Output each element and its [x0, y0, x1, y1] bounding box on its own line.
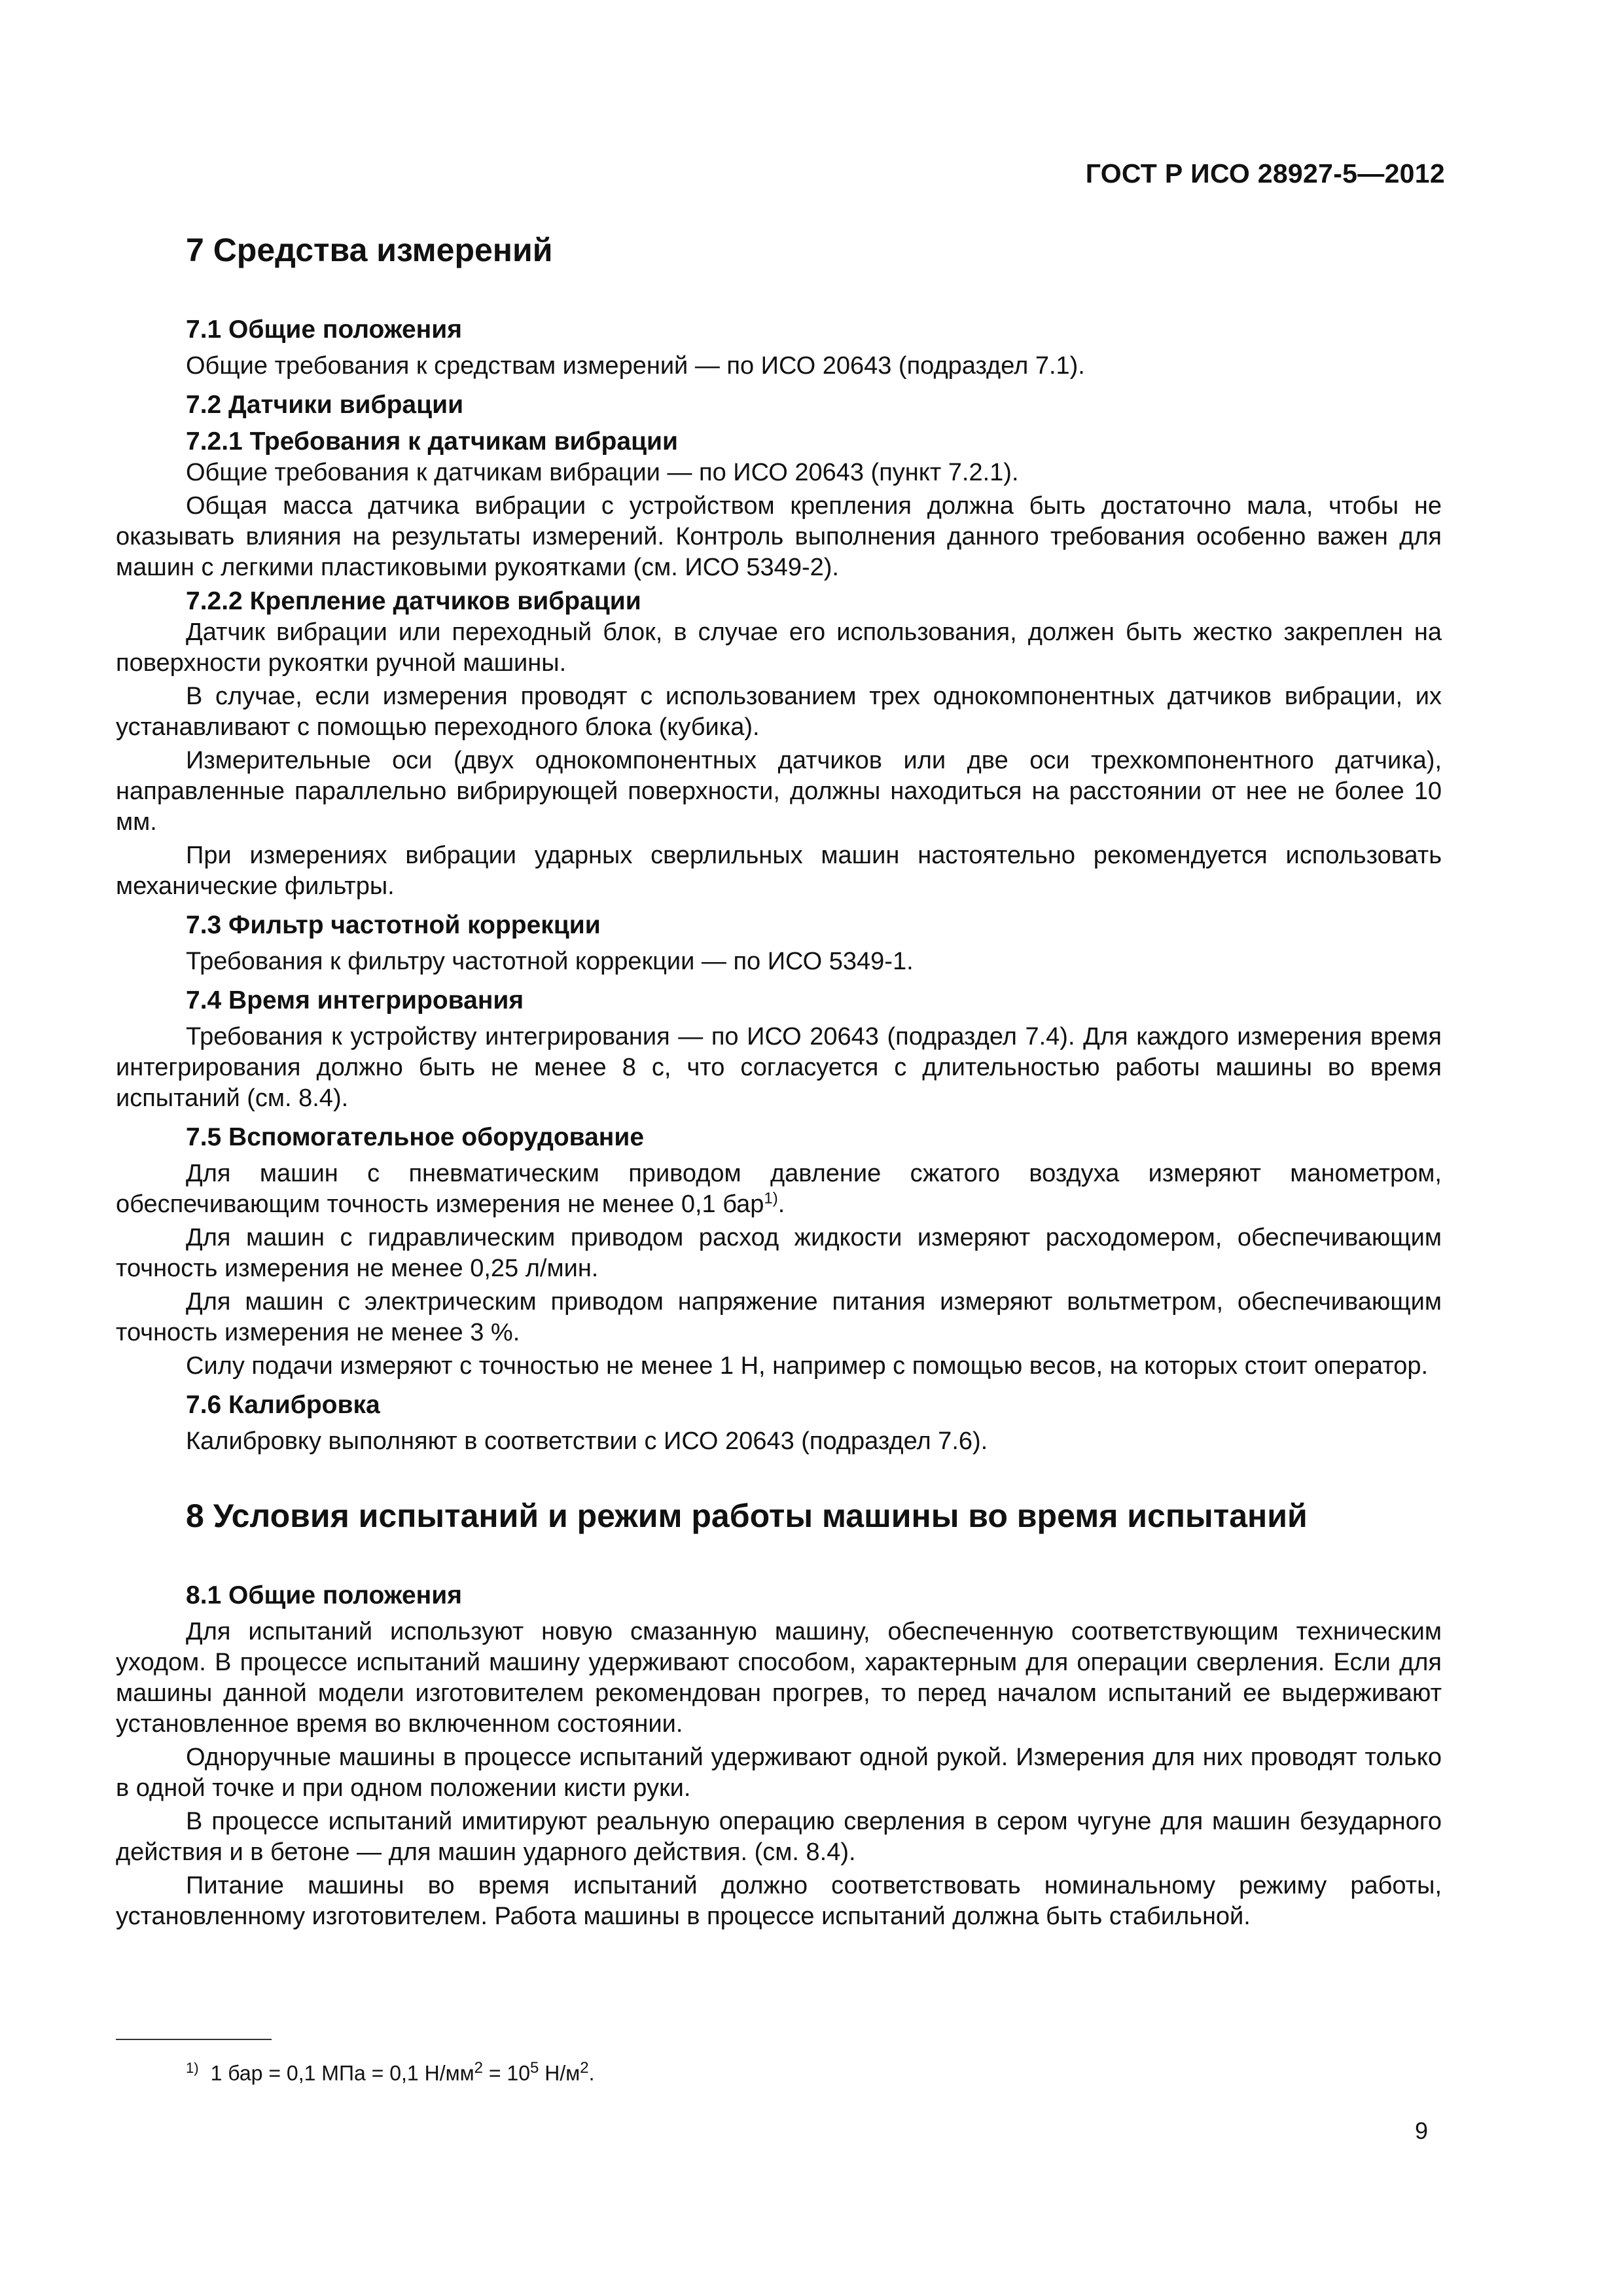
clause-7-2-2-heading: 7.2.2 Крепление датчиков вибрации: [186, 587, 641, 615]
paragraph-end: .: [777, 1191, 785, 1218]
paragraph: Измерительные оси (двух однокомпонентных датчиков или две оси трехкомпонентного датчика), направленные параллельно вибрирующей поверхности, должны находиться на расстоянии от нее не более 10 мм.: [116, 747, 1442, 836]
paragraph: При измерениях вибрации ударных сверлильных машин настоятельно рекомендуется использовать механические фильтры.: [116, 842, 1442, 900]
footnote-superscript: 2: [580, 2059, 589, 2077]
paragraph: Для испытаний используют новую смазанную машину, обеспеченную соответствующим техническим уходом. В процессе испытаний машину удерживают способом, характерным для операции сверления. Если для машины данной модели изготовителем рекомендован прогрев, то перед началом испытаний ее выдерживают установленное время во включенном состоянии.: [116, 1618, 1442, 1738]
paragraph: В случае, если измерения проводят с использованием трех однокомпонентных датчиков вибрации, их устанавливают с помощью переходного блока (кубика).: [116, 683, 1442, 741]
paragraph: [116, 1158, 1442, 1220]
section-8-heading: 8 Условия испытаний и режим работы машины во время испытаний: [186, 1498, 1308, 1534]
paragraph: Требования к фильтру частотной коррекции — по ИСО 5349-1.: [186, 948, 914, 975]
paragraph: Требования к устройству интегрирования — по ИСО 20643 (подраздел 7.4). Для каждого измерения время интегрирования должно быть не менее 8 с, что согласуется с длительностью работы машины во время испытаний (см. 8.4).: [116, 1023, 1442, 1112]
footnote: [186, 2055, 595, 2087]
footnote-reference[interactable]: 1): [764, 1189, 778, 1208]
paragraph: В процессе испытаний имитируют реальную операцию сверления в сером чугуне для машин безударного действия и в бетоне — для машин ударного действия. (см. 8.4).: [116, 1808, 1442, 1866]
paragraph-text: Для машин с пневматическим приводом давление сжатого воздуха измеряют манометром, обеспечивающим точность измерения не менее 0,1 бар: [116, 1160, 1442, 1218]
paragraph: Общие требования к средствам измерений — по ИСО 20643 (подраздел 7.1).: [186, 352, 1085, 380]
footnote-superscript: 5: [530, 2059, 539, 2077]
paragraph: Общие требования к датчикам вибрации — по ИСО 20643 (пункт 7.2.1).: [186, 459, 1019, 486]
subsection-8-1-heading: 8.1 Общие положения: [186, 1581, 462, 1609]
document-code: ГОСТ Р ИСО 28927-5—2012: [1085, 158, 1445, 188]
subsection-7-2-heading: 7.2 Датчики вибрации: [186, 391, 464, 419]
paragraph: Датчик вибрации или переходный блок, в случае его использования, должен быть жестко закреплен на поверхности рукоятки ручной машины.: [116, 619, 1442, 677]
footnote-text: 1 бар = 0,1 МПа = 0,1 Н/мм: [210, 2061, 474, 2085]
footnote-text: .: [588, 2061, 595, 2085]
subsection-7-5-heading: 7.5 Вспомогательное оборудование: [186, 1123, 645, 1151]
footnote-text: Н/м: [539, 2061, 580, 2085]
subsection-7-4-heading: 7.4 Время интегрирования: [186, 986, 524, 1014]
footnote-divider: [116, 2039, 272, 2040]
footnote-mark: 1): [186, 2060, 199, 2076]
paragraph: Общая масса датчика вибрации с устройством крепления должна быть достаточно мала, чтобы не оказывать влияния на результаты измерений. Контроль выполнения данного требования особенно важен для машин с легкими пластиковыми рукоятками (см. ИСО 5349-2).: [116, 492, 1442, 581]
clause-7-2-1-heading: 7.2.1 Требования к датчикам вибрации: [186, 427, 678, 456]
subsection-7-1-heading: 7.1 Общие положения: [186, 315, 462, 344]
paragraph: Калибровку выполняют в соответствии с ИСО 20643 (подраздел 7.6).: [186, 1427, 988, 1455]
page-number: 9: [1414, 2117, 1428, 2144]
subsection-7-3-heading: 7.3 Фильтр частотной коррекции: [186, 911, 601, 939]
paragraph: Питание машины во время испытаний должно соответствовать номинальному режиму работы, установленному изготовителем. Работа машины в процессе испытаний должна быть стабильной.: [116, 1872, 1442, 1930]
paragraph: Для машин с электрическим приводом напряжение питания измеряют вольтметром, обеспечивающим точность измерения не менее 3 %.: [116, 1288, 1442, 1346]
footnote-text: = 10: [482, 2061, 530, 2085]
footnote-superscript: 2: [474, 2059, 483, 2077]
section-7-heading: 7 Средства измерений: [186, 232, 553, 268]
paragraph: Силу подачи измеряют с точностью не менее 1 Н, например с помощью весов, на которых стоит оператор.: [186, 1352, 1429, 1380]
page-content: [116, 230, 1442, 1935]
paragraph: Для машин с гидравлическим приводом расход жидкости измеряют расходомером, обеспечивающим точность измерения не менее 0,25 л/мин.: [116, 1224, 1442, 1282]
paragraph: Одноручные машины в процессе испытаний удерживают одной рукой. Измерения для них проводят только в одной точке и при одном положении кисти руки.: [116, 1744, 1442, 1802]
subsection-7-6-heading: 7.6 Калибровка: [186, 1391, 380, 1419]
